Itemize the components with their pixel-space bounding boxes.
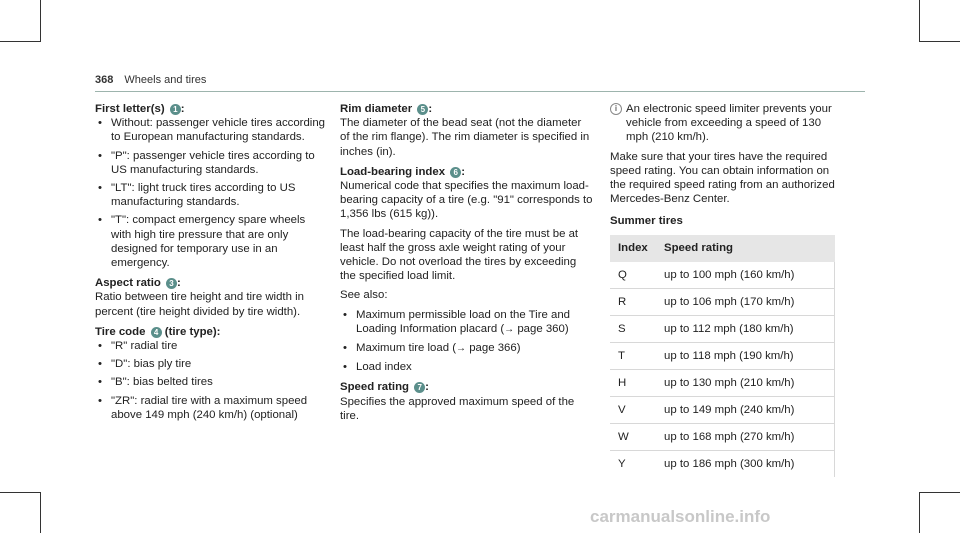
index-cell: W	[610, 423, 656, 450]
speed-cell: up to 100 mph (160 km/h)	[656, 262, 835, 289]
paragraph: The diameter of the bead seat (not the diameter of the rim flange). The rim diameter is specified in inches (in).	[340, 117, 590, 158]
see-also-label: See also:	[340, 289, 388, 302]
index-cell: V	[610, 396, 656, 423]
heading-text: Tire code	[95, 325, 146, 338]
callout-badge: 5	[417, 104, 428, 115]
section-heading: Load-bearing index 6 :	[340, 165, 466, 178]
table-row	[610, 369, 835, 396]
crop-mark	[40, 492, 41, 533]
list-item: • "ZR": radial tire with a maximum speed above 149 mph (240 km/h) (optional)	[95, 394, 325, 422]
table-row	[610, 342, 835, 369]
speed-cell: up to 149 mph (240 km/h)	[656, 396, 835, 423]
tire-code-list	[95, 339, 325, 422]
note-text: An electronic speed limiter prevents your vehicle from exceeding a speed of 130 mph (210 km/h).	[626, 103, 832, 144]
index-cell: T	[610, 342, 656, 369]
paragraph: Ratio between tire height and tire width in percent (tire height divided by tire width).	[95, 291, 304, 318]
list-item: • Without: passenger vehicle tires according to European manufacturing standards.	[95, 116, 325, 144]
section-heading: First letter(s) 1 :	[95, 103, 185, 115]
header-divider	[95, 91, 865, 92]
speed-cell: up to 168 mph (270 km/h)	[656, 423, 835, 450]
callout-badge: 1	[170, 104, 181, 115]
table-row	[610, 315, 835, 342]
arrow-right-icon: →	[504, 323, 515, 335]
link-text: Maximum permissible load on the Tire and Loading Information placard (	[356, 308, 570, 335]
list-item: • "R" radial tire	[95, 339, 325, 353]
paragraph: Make sure that your tires have the required speed rating. You can obtain information on the required speed rating from an authorized Mercedes-Benz Center.	[610, 150, 835, 206]
list-item: • "D": bias ply tire	[95, 357, 325, 371]
speed-cell: up to 118 mph (190 km/h)	[656, 342, 835, 369]
index-cell: H	[610, 369, 656, 396]
table-row	[610, 288, 835, 315]
crop-mark	[919, 0, 920, 42]
heading-text: First letter(s)	[95, 103, 165, 115]
list-item	[340, 360, 593, 374]
speed-cell: up to 130 mph (210 km/h)	[656, 369, 835, 396]
section-heading: Rim diameter 5 :	[340, 103, 433, 115]
speed-cell: up to 106 mph (170 km/h)	[656, 288, 835, 315]
index-cell: R	[610, 288, 656, 315]
crop-mark	[919, 41, 960, 42]
heading-text: Load-bearing index	[340, 165, 446, 178]
list-item: • "B": bias belted tires	[95, 375, 325, 389]
section-heading: Aspect ratio 3 :	[95, 277, 181, 290]
callout-badge: 6	[450, 167, 461, 178]
column-header: Index	[610, 235, 656, 262]
see-also-list	[340, 308, 593, 375]
table-row	[610, 262, 835, 289]
crop-mark	[0, 492, 41, 493]
table-row	[610, 423, 835, 450]
watermark: carmanualsonline.info	[590, 507, 771, 526]
section-heading: Speed rating 7 :	[340, 381, 429, 394]
heading-text: Rim diameter	[340, 103, 413, 115]
paragraph: Specifies the approved maximum speed of the tire.	[340, 395, 575, 422]
heading-text: Aspect ratio	[95, 277, 161, 290]
crop-mark	[40, 0, 41, 42]
index-cell: S	[610, 315, 656, 342]
table-row	[610, 450, 835, 477]
list-item: • "P": passenger vehicle tires according to US manufacturing standards.	[95, 149, 325, 177]
callout-badge: 7	[414, 382, 425, 393]
column-middle	[340, 102, 593, 428]
info-note	[610, 102, 843, 145]
section-heading: Summer tires	[610, 215, 683, 228]
speed-cell: up to 112 mph (180 km/h)	[656, 315, 835, 342]
page-ref-link[interactable]: page 360)	[517, 322, 569, 335]
index-cell: Y	[618, 457, 626, 470]
speed-cell: up to 186 mph (300 km/h)	[656, 450, 835, 477]
paragraph: The load-bearing capacity of the tire must be at least half the gross axle weight rating of your vehicle. Do not overload the tires by exceeding the specified load limit.	[340, 227, 579, 283]
index-cell: Q	[610, 262, 656, 289]
crop-mark	[0, 41, 41, 42]
heading-text: Speed rating	[340, 381, 409, 394]
heading-suffix: (tire type):	[164, 325, 221, 338]
column-header: Speed rating	[656, 235, 835, 262]
table-header-row	[610, 235, 835, 262]
column-right	[610, 102, 843, 477]
callout-badge: 3	[166, 278, 177, 289]
list-item: • "LT": light truck tires according to US manufacturing standards.	[95, 181, 325, 209]
section-title: Wheels and tires	[124, 74, 207, 86]
crop-mark	[919, 492, 960, 493]
info-icon: i	[610, 103, 622, 115]
link-text: Load index	[356, 361, 412, 374]
list-item[interactable]	[340, 341, 593, 356]
page-header	[95, 73, 206, 87]
column-left	[95, 102, 325, 426]
list-item[interactable]	[340, 308, 593, 337]
link-text: Maximum tire load (	[356, 342, 457, 355]
list-item: • "T": compact emergency spare wheels with high tire pressure that are only designed for temporary use in an emergency.	[95, 213, 325, 270]
page-ref-link[interactable]: page 366)	[469, 342, 521, 355]
paragraph: Numerical code that specifies the maximum load-bearing capacity of a tire (e.g. "91" corresponds to 1,356 lbs (615 kg)).	[340, 180, 593, 221]
crop-mark	[919, 492, 920, 533]
speed-rating-table	[610, 235, 835, 477]
first-letter-list	[95, 116, 325, 270]
page-number: 368	[95, 74, 114, 86]
table-row	[610, 396, 835, 423]
callout-badge: 4	[151, 327, 162, 338]
arrow-right-icon: →	[456, 343, 467, 355]
section-heading	[95, 325, 325, 339]
